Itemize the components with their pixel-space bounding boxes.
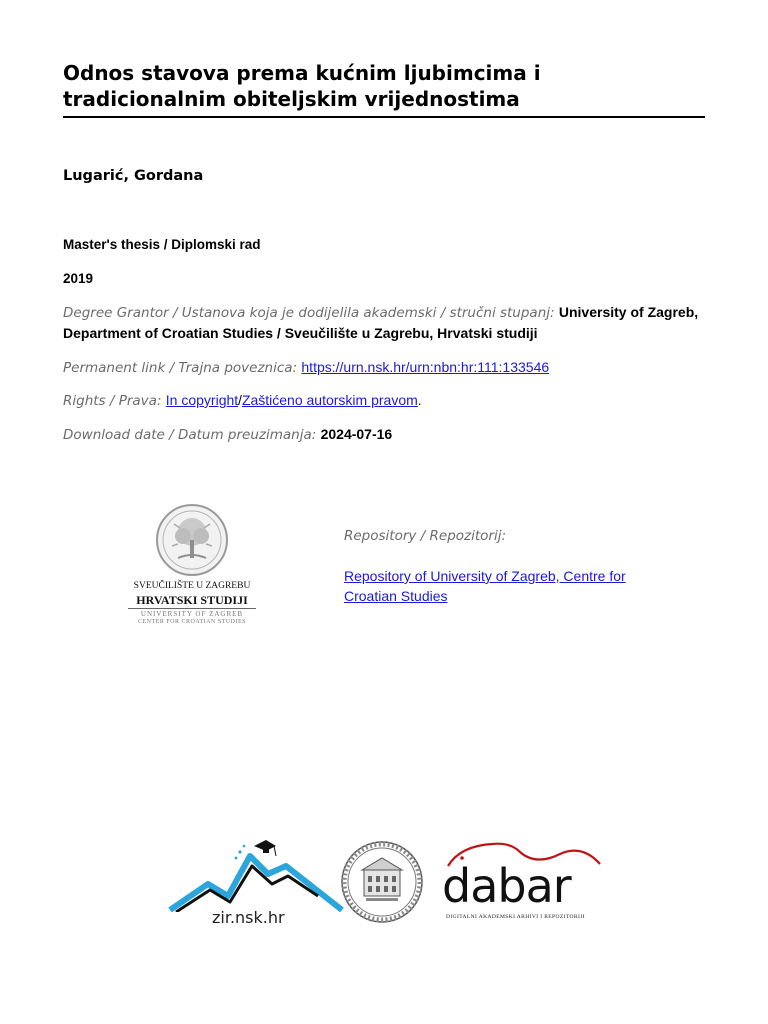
permanent-link-url[interactable]: https://urn.nsk.hr/urn:nbn:hr:111:133546: [301, 359, 550, 375]
rights-end: .: [417, 393, 422, 408]
university-seal: [340, 840, 424, 924]
dabar-wordmark: dabar: [442, 859, 571, 913]
uni-name-line1: SVEUČILIŠTE U ZAGREBU: [133, 581, 251, 591]
grantor-value: University of Zagreb, Department of Croatian Studies / Sveučilište u Zagrebu, Hrvatski studiji: [63, 304, 699, 341]
repository-link[interactable]: Repository of University of Zagreb, Centre for Croatian Studies: [344, 568, 626, 604]
in-copyright-link[interactable]: In copyright: [165, 392, 239, 408]
download-value: 2024-07-16: [320, 426, 393, 442]
repository-link-wrap: [344, 566, 644, 606]
zir-logo: [168, 838, 344, 930]
uni-divider: [128, 608, 256, 609]
tree-seal-icon: [152, 502, 232, 578]
document-title: Odnos stavova prema kućnim ljubimcima i tradicionalnim obiteljskim vrijednostima: [63, 61, 541, 111]
rights-separator: /: [238, 393, 242, 408]
uni-name-line2: HRVATSKI STUDIJI: [136, 593, 248, 607]
zir-mountain-icon: [168, 838, 344, 912]
zir-text: zir.nsk.hr: [212, 908, 285, 927]
rights: [63, 390, 422, 411]
grantor-label: Degree Grantor / Ustanova koja je dodijelila akademski / stručni stupanj:: [63, 305, 555, 321]
dabar-logo: [440, 840, 605, 928]
repository-label: Repository / Repozitorij:: [344, 528, 507, 544]
uni-name-line4: CENTER FOR CROATIAN STUDIES: [137, 619, 246, 625]
title-divider: [63, 116, 705, 118]
year: 2019: [63, 271, 94, 286]
uni-name-line3: UNIVERSITY OF ZAGREB: [140, 610, 244, 618]
permanent-link-label: Permanent link / Trajna poveznica:: [63, 360, 298, 376]
author: Lugarić, Gordana: [63, 168, 204, 184]
degree-grantor: [63, 302, 703, 344]
download-date: [63, 424, 392, 445]
permanent-link: [63, 357, 549, 378]
dabar-subtitle: DIGITALNI AKADEMSKI ARHIVI I REPOZITORIJI: [446, 914, 585, 920]
document-type: Master's thesis / Diplomski rad: [63, 237, 261, 252]
zasticeno-link[interactable]: Zaštićeno autorskim pravom: [241, 392, 418, 408]
download-label: Download date / Datum preuzimanja:: [63, 427, 317, 443]
rights-label: Rights / Prava:: [63, 393, 162, 409]
university-logo: [126, 502, 258, 630]
university-seal-icon: [340, 840, 424, 924]
